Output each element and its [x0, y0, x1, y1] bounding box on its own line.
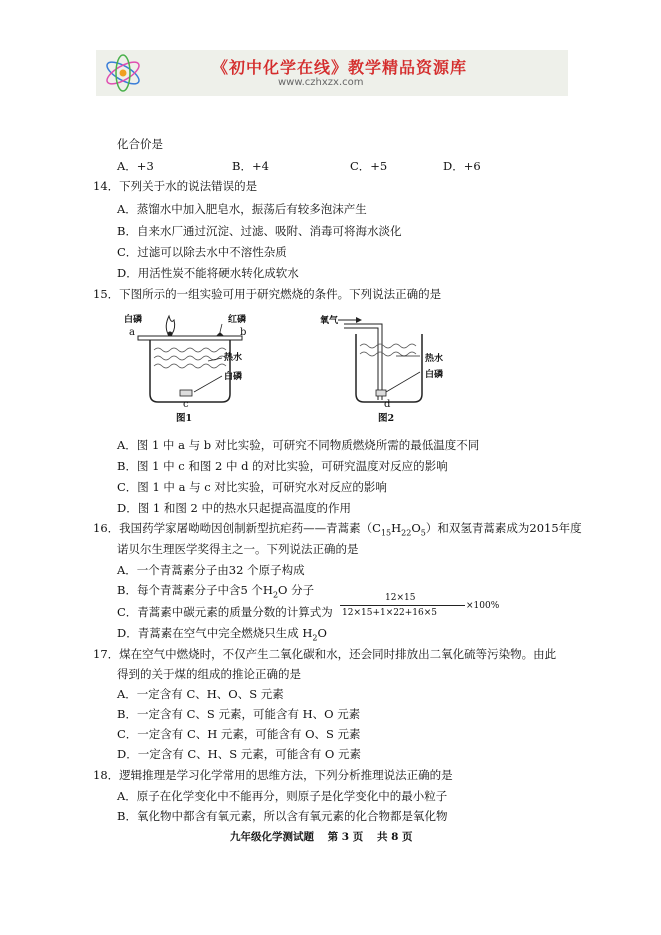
q13-tail-text: 化合价是: [117, 137, 163, 151]
atom-logo-icon: [102, 52, 144, 94]
q17-option-c: C．一定含有 C、H 元素，可能含有 O、S 元素: [117, 727, 361, 741]
q15-stem: 15．下图所示的一组实验可用于研究燃烧的条件。下列说法正确的是: [93, 287, 442, 301]
q14-option-c: C．过滤可以除去水中不溶性杂质: [117, 245, 287, 259]
footer-page: 第 3 页: [327, 831, 364, 843]
q14-option-a: A．蒸馏水中加入肥皂水，振荡后有较多泡沫产生: [117, 202, 367, 216]
fig1-hot-water-label: 热水: [224, 353, 243, 363]
header-banner: [96, 50, 568, 96]
fig1-red-phosphorus-label: 红磷: [228, 315, 247, 325]
q18-option-b: B．氧化物中都含有氧元素，所以含有氧元素的化合物都是氧化物: [117, 809, 448, 823]
flame-icon: [166, 316, 174, 334]
q16-stem-line2: 诺贝尔生理医学奖得主之一。下列说法正确的是: [117, 542, 359, 556]
q16-option-b: B．每个青蒿素分子中含5 个$H_2O$ 分子: [117, 583, 315, 600]
q16-option-c: C．青蒿素中碳元素的质量分数的计算式为: [117, 605, 333, 619]
footer-total: 共 8 页: [376, 831, 413, 843]
q14-option-b: B．自来水厂通过沉淀、过滤、吸附、消毒可将海水淡化: [117, 224, 402, 238]
fig1-c-label: c: [183, 399, 189, 410]
q15-option-a: A．图 1 中 a 与 b 对比实验，可研究不同物质燃烧所需的最低温度不同: [117, 438, 480, 452]
q16-option-d: D．青蒿素在空气中完全燃烧只生成 $H_2O$: [117, 626, 327, 643]
q14-option-d: D．用活性炭不能将硬水转化成软水: [117, 266, 299, 280]
q13-option-c: C．+5: [350, 159, 388, 173]
q16-stem-line1: 16．我国药学家屠呦呦因创制新型抗疟药——青蒿素$(C_{15}H_{22}O_5)$和双氢青蒿素成为2015年度: [93, 521, 582, 538]
fraction-denominator: 12×15+1×22+16×5: [342, 608, 437, 618]
fig1-b-label: b: [240, 327, 247, 338]
fig2-caption: 图2: [378, 413, 395, 424]
q17-option-b: B．一定含有 C、S 元素，可能含有 H、O 元素: [117, 707, 361, 721]
q17-stem-line1: 17．煤在空气中燃烧时，不仅产生二氧化碳和水，还会同时排放出二氧化硫等污染物。由此: [93, 647, 557, 661]
q18-stem: 18．逻辑推理是学习化学常用的思维方法，下列分析推理说法正确的是: [93, 768, 453, 782]
fraction-bar: [340, 605, 465, 606]
fraction-numerator: 12×15: [385, 593, 416, 603]
fig1-white-phosphorus-2-label: 白磷: [224, 372, 243, 382]
q15-option-d: D．图 1 和图 2 中的热水只起提高温度的作用: [117, 501, 351, 515]
fig1-white-phosphorus-label: 白磷: [124, 315, 143, 325]
q13-option-b: B．+4: [232, 159, 269, 173]
banner-url: www.czhxzx.com: [278, 77, 364, 88]
q17-stem-line2: 得到的关于煤的组成的推论正确的是: [117, 667, 301, 681]
fig2-oxygen-label: 氧气: [320, 316, 339, 326]
q15-option-b: B．图 1 中 c 和图 2 中 d 的对比实验，可研究温度对反应的影响: [117, 459, 448, 473]
q15-option-c: C．图 1 中 a 与 c 对比实验，可研究水对反应的影响: [117, 480, 387, 494]
figure-1-diagram: [124, 306, 274, 428]
fig2-d-label: d: [384, 399, 391, 410]
page-footer: [230, 829, 423, 844]
fig1-caption: 图1: [176, 413, 193, 424]
footer-subject: 九年级化学测试题: [230, 831, 314, 843]
q17-option-a: A．一定含有 C、H、O、S 元素: [117, 687, 284, 701]
banner-title: 《初中化学在线》教学精品资源库: [212, 58, 468, 77]
q16-option-a: A．一个青蒿素分子由32 个原子构成: [117, 563, 305, 577]
q13-option-a: A．+3: [117, 159, 154, 173]
fraction-tail: ×100%: [466, 601, 500, 611]
q14-stem: 14．下列关于水的说法错误的是: [93, 179, 258, 193]
q13-option-d: D．+6: [443, 159, 481, 173]
q18-option-a: A．原子在化学变化中不能再分，则原子是化学变化中的最小粒子: [117, 789, 448, 803]
fig1-a-label: a: [129, 327, 135, 338]
q17-option-d: D．一定含有 C、H、S 元素，可能含有 O 元素: [117, 747, 361, 761]
fig2-white-phosphorus-label: 白磷: [425, 370, 444, 380]
fig2-hot-water-label: 热水: [425, 354, 444, 364]
